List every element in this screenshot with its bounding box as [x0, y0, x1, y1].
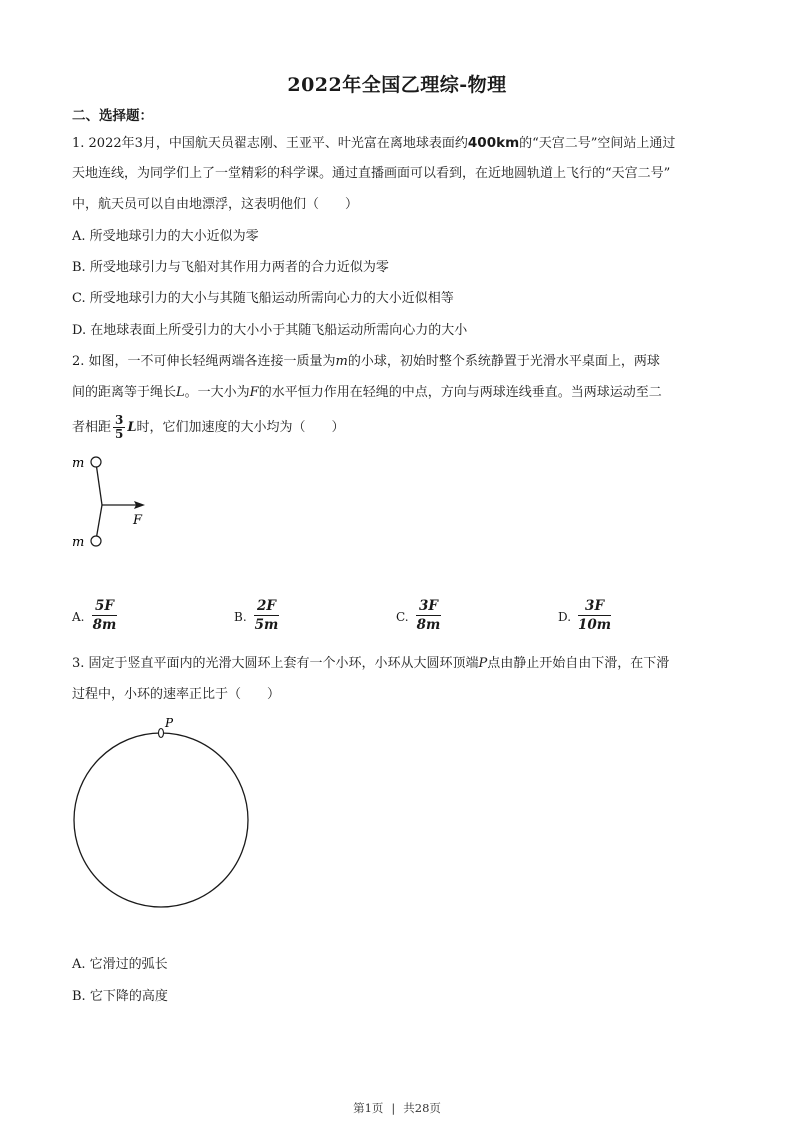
rope-lower-segment — [96, 505, 102, 540]
q2-text: 者相距 — [72, 420, 112, 435]
q2-text-line-3 — [72, 414, 345, 441]
q3-figure-ring — [70, 712, 255, 912]
choice-fraction: $\frac{5F}{8m}$ — [92, 598, 117, 633]
choice-label: B. — [234, 610, 247, 624]
q1-distance: 400km — [467, 135, 520, 151]
page-title: 2022年全国乙理综-物理 — [287, 74, 507, 96]
q3-text-line-2: 过程中，小环的速率正比于（ ） — [72, 687, 281, 702]
rope-upper-segment — [96, 463, 102, 505]
q1-option-c: C. 所受地球引力的大小与其随飞船运动所需向心力的大小近似相等 — [72, 291, 454, 306]
q1-text: 1. 2022年3月，中国航天员翟志刚、王亚平、叶光富在离地球表面约 — [72, 136, 468, 151]
q3-var-p: P — [478, 656, 488, 671]
q2-text: 。一大小为 — [184, 385, 250, 400]
q3-option-b: B. 它下降的高度 — [72, 989, 168, 1004]
choice-label: D. — [558, 610, 572, 624]
q1-option-b: B. 所受地球引力与飞船对其作用力两者的合力近似为零 — [72, 260, 389, 275]
page-footer — [0, 1100, 794, 1116]
q2-text-line-1 — [72, 353, 660, 371]
q2-text: 2. 如图，一不可伸长轻绳两端各连接一质量为 — [72, 354, 336, 369]
choice-label: C. — [396, 610, 409, 624]
q3-text-line-1 — [72, 655, 669, 673]
q2-figure-rope-balls — [70, 450, 170, 555]
q1-option-d: D. 在地球表面上所受引力的大小小于其随飞船运动所需向心力的大小 — [72, 323, 468, 338]
q2-var-f: F — [249, 385, 259, 400]
label-m-top: m — [72, 456, 85, 471]
choice-fraction: $\frac{2F}{5m}$ — [254, 598, 279, 633]
q2-text: 时，它们加速度的大小均为（ ） — [136, 420, 345, 435]
choice-fraction: $\frac{3F}{8m}$ — [416, 598, 441, 633]
q1-text-line-1 — [72, 134, 675, 153]
label-p: P — [165, 716, 174, 730]
q2-var-l: L — [127, 420, 137, 435]
q1-text-line-2: 天地连线，为同学们上了一堂精彩的科学课。通过直播画面可以看到，在近地圆轨道上飞行的“天宫二号” — [72, 166, 671, 181]
q3-text: 3. 固定于竖直平面内的光滑大圆环上套有一个小环，小环从大圆环顶端 — [72, 656, 479, 671]
ball-bottom — [91, 536, 101, 546]
q2-var-l: L — [176, 385, 185, 400]
q3-text: 点由静止开始自由下滑，在下滑 — [487, 656, 670, 671]
ball-top — [91, 457, 101, 467]
label-force-f: F — [133, 513, 143, 528]
q1-text: 的“天宫二号”空间站上通过 — [519, 136, 676, 151]
q2-text: 的水平恒力作用在轻绳的中点，方向与两球连线垂直。当两球运动至二 — [258, 385, 662, 400]
q2-text: 的小球，初始时整个系统静置于光滑水平桌面上，两球 — [347, 354, 660, 369]
q2-text-line-2 — [72, 384, 662, 402]
section-heading: 二、选择题： — [72, 108, 153, 124]
large-ring — [74, 733, 248, 907]
q2-text: 间的距离等于绳长 — [72, 385, 177, 400]
page-number: 第1页 — [353, 1101, 384, 1115]
q1-text-line-3: 中，航天员可以自由地漂浮，这表明他们（ ） — [72, 197, 359, 212]
q1-option-a: A. 所受地球引力的大小近似为零 — [72, 229, 259, 244]
label-m-bottom: m — [72, 535, 85, 550]
page-total: 共28页 — [403, 1101, 441, 1115]
q2-var-m: m — [335, 354, 348, 369]
footer-separator: | — [391, 1101, 396, 1115]
q2-fraction-three-fifths: $\frac{3}{5}$ — [115, 413, 124, 441]
choice-fraction: $\frac{3F}{10m}$ — [578, 598, 612, 633]
q3-option-a: A. 它滑过的弧长 — [72, 957, 168, 972]
choice-label: A. — [72, 610, 85, 624]
small-ring — [159, 729, 164, 738]
